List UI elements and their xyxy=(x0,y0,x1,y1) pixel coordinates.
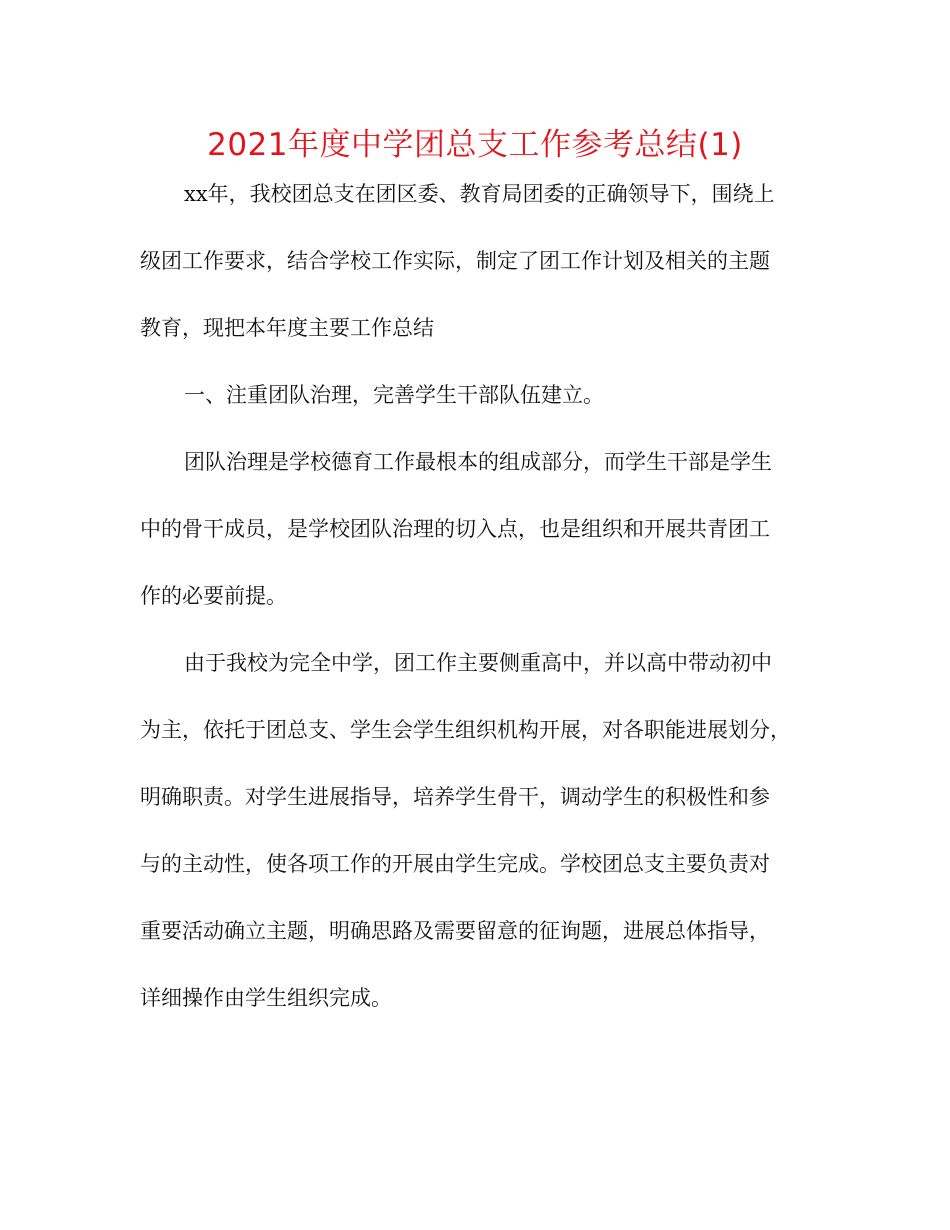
paragraph-line: 重要活动确立主题，明确思路及需要留意的征询题，进展总体指导， xyxy=(140,919,770,943)
paragraph-line: 明确职责。对学生进展指导，培养学生骨干，调动学生的积极性和参 xyxy=(140,785,770,809)
paragraph-line: 为主，依托于团总支、学生会学生组织机构开展，对各职能进展划分， xyxy=(140,718,791,742)
paragraph-line: 由于我校为完全中学，团工作主要侧重高中，并以高中带动初中 xyxy=(184,651,772,675)
document-title: 2021年度中学团总支工作参考总结(1) xyxy=(207,127,743,163)
paragraph-line: 详细操作由学生组织完成。 xyxy=(140,986,392,1010)
paragraph-line: xx年，我校团总支在团区委、教育局团委的正确领导下，围绕上 xyxy=(184,182,775,206)
section-heading: 一、注重团队治理，完善学生干部队伍建立。 xyxy=(184,383,604,407)
paragraph-line: 团队治理是学校德育工作最根本的组成部分，而学生干部是学生 xyxy=(184,450,772,474)
paragraph-line: 教育，现把本年度主要工作总结 xyxy=(140,316,434,340)
paragraph-line: 中的骨干成员，是学校团队治理的切入点，也是组织和开展共青团工 xyxy=(140,517,770,541)
paragraph-line: 作的必要前提。 xyxy=(140,584,287,608)
paragraph-line: 级团工作要求，结合学校工作实际，制定了团工作计划及相关的主题 xyxy=(140,249,770,273)
paragraph-line: 与的主动性，使各项工作的开展由学生完成。学校团总支主要负责对 xyxy=(140,852,770,876)
